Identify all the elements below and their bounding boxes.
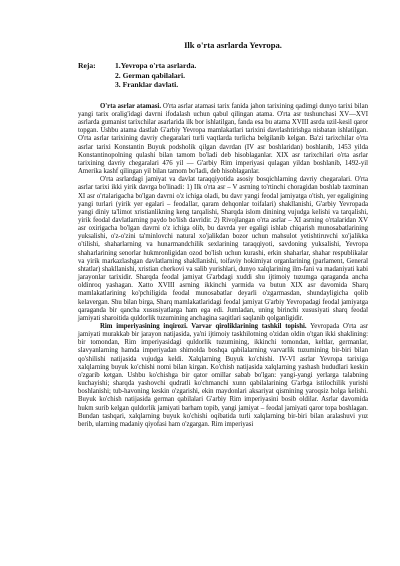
paragraph-1 — [78, 103, 368, 176]
paragraph-1-lead: O'rta asrlar atamasi. — [100, 102, 162, 110]
paragraph-3-text: Yevropada O'rta asr jamiyati murakkab bir jarayon natijasida, ya'ni ijtimoiy taskhilotning o'zidan oldin o'tgan ikki shaklining: bir tomondan, Rim imperiyasidagi quldorlik tuzumining, ikkinchi tomondan, keltlar, germanlar, slavyanlarning hamda imperiyadan shimolda boshqa qabilalarning varvarlik tuzumining bir-biri bilan qo'shilishi natijasida vujudga keldi. Xalqlarning Buyuk ko'chishi. IV-VI asrlar Yevropa tarixiga xalqlarning buyuk ko'chishi nomi bilan kirgan. Ko'chish natijasida xalqlarning yashash hududlari keskin o'zgarib ketgan. Ushbu ko'chishga bir qator omillar sabab bo'lgan: yangi-yangi yerlarga talabning kuchayishi; sharqda yashovchi qudratli ko'chmanchi xunn qabilalarining G'arbga istilochilik yurishi boshlanishi; tub-havoning keskin o'zgarishi, ekin maydonlari aksariyat qismining yaroqsiz holga kelishi. Buyuk ko'chish natijasida german qabilalari G'arbiy Rim imperiyasini bosib oldilar. Asrlar davomida hukm surib kelgan quldorlik jamiyati barham topib, yangi jamiyat – feodal jamiyati qaror topa boshlagan. Bundan tashqari, xalqlarning buyuk ko'chishi oqibatida turli xalqlarning bir-biri bilan aralashuvi yuz berib, ularning madaniy qiyofasi ham o'zgargan. Rim imperiyasi — [78, 323, 368, 428]
paragraph-3-lead: Rim imperiyasining inqirozi. Varvar qiroliklarining tashkil topishi. — [100, 323, 307, 330]
paragraph-1-text: O'rta asrlar atamasi tarix fanida jahon tarixining qadimgi dunyo tarixi bilan yangi tarix oralig'idagi davrni ifodalash uchun qabul qilingan atama. O'rta asr tushunchasi XV—XVI asrlarda gumanist tarixchilar asarlarida ilk bor ishlatilgan, fanda esa bu atama XVIII asrda uzil-kesil qaror topgan. Ushbu atama dastlab G'arbiy Yevropa mamlakatlari tarixini davrlashtirishga nisbatan ishlatilgan. O'rta asrlar tarixining davriy chegaralari turli vaqtlarda turlicha belgilanib kelgan. Ba'zi tarixchilar o'rta asrlar tarixi Konstantin Buyuk podsholik qilgan davrdan (IV asr boshlaridan) boshlanib, 1453 yilda Konstantinopolning qulashi bilan tamom bo'ladi deb hisoblaganlar. XIX asr tarixchilari o'rta asrlar tarixining davriy chegaralari 476 yil — G'arbiy Rim imperiyasi qulagan yildan boshlanib, 1492-yil Amerika kashf qilingan yil bilan tamom bo'ladi, deb hisoblaganlar. — [78, 102, 368, 176]
plan-section — [78, 61, 368, 90]
plan-first-row — [78, 61, 368, 71]
paragraph-3 — [78, 323, 368, 429]
plan-item-2: 2. German qabilalari. — [115, 70, 186, 80]
paragraph-2-text: O'rta asrlardagi jamiyat va davlat taraqqiyotida asosiy bosqichlarning davriy chegaralari. O'rta asrlar tarixi ikki yirik davrga bo'linadi: 1) Ilk o'rta asr – V asrning to'rtinchi choragidan boshlab taxminan XI asr o'rtalarigacha bo'lgan davrni o'z ichiga oladi, bu davr yangi feodal jamiyatga o'tish, yer egaligining yangi turlari (yirik yer egalari – feodallar, qaram dehqonlar toifalari) shakllanishi, G'arbiy Yevropada yangi diniy ta'limot xristianlikning keng tarqalishi, Sharqda islom dinining vujudga kelishi va tarqalishi, yirik feodal davlatlarning paydo bo'lish davridir. 2) Rivojlangan o'rta asrlar – XI asrning o'rtalaridan XV asr oxirigacha bo'lgan davrni o'z ichiga olib, bu davrda yer egaligi ishlab chiqarish munosabatlarining yuksalishi, o'z-o'zini ta'minlovchi natural xo'jalikdan bozor uchun mahsulot yetishtiruvchi xo'jalikka o'tilishi, shaharlarning va hunarmandchilik sexlarining taraqqiyoti, savdoning yuksalishi, Yevropa shaharlarining senorlar hukmronligidan ozod bo'lish uchun kurashi, erkin shaharlar, shahar respublikalar va yirik markazlashgan davlatlarning shakllanishi, toifaviy hokimiyat organlarining (parlament, General shtatlar) shakllanishi, xristian cherkovi va salib yurishlari, dunyo xalqlarining ilm-fani va madaniyati kabi jarayonlar tarixidir. Sharqda feodal jamiyat G'arbdagi xuddi shu ijtimoiy tuzumga qaraganda ancha oldinroq yashagan. Xatto XVIII asrning ikkinchi yarmida va butun XIX asr davomida Sharq mamlakatlarining ko'pchiligida feodal munosabatlar deyarli o'zgarmasdan, shundayligicha qolib kelavergan. Shu bilan birga, Sharq mamlakatlaridagi feodal jamiyat G'arbiy Yevropadagi feodal jamiyatga qaraganda bir qancha xususiyatlarga ham ega edi. Jumladan, uning birinchi xususiyati sharq feodal jamiyati sharoitida quldorlik tuzumining anchagina saqitlari saqlanib qolganligidir. — [78, 176, 368, 322]
body-text — [78, 103, 368, 429]
paragraph-2 — [78, 176, 368, 323]
document-title: Ilk o'rta asrlarda Yevropa. — [184, 40, 282, 50]
plan-item-1: 1.Yevropa o'rta asrlarda. — [115, 61, 197, 70]
plan-heading: Reja: — [78, 61, 96, 70]
plan-item-3: 3. Franklar davlati. — [115, 80, 179, 90]
